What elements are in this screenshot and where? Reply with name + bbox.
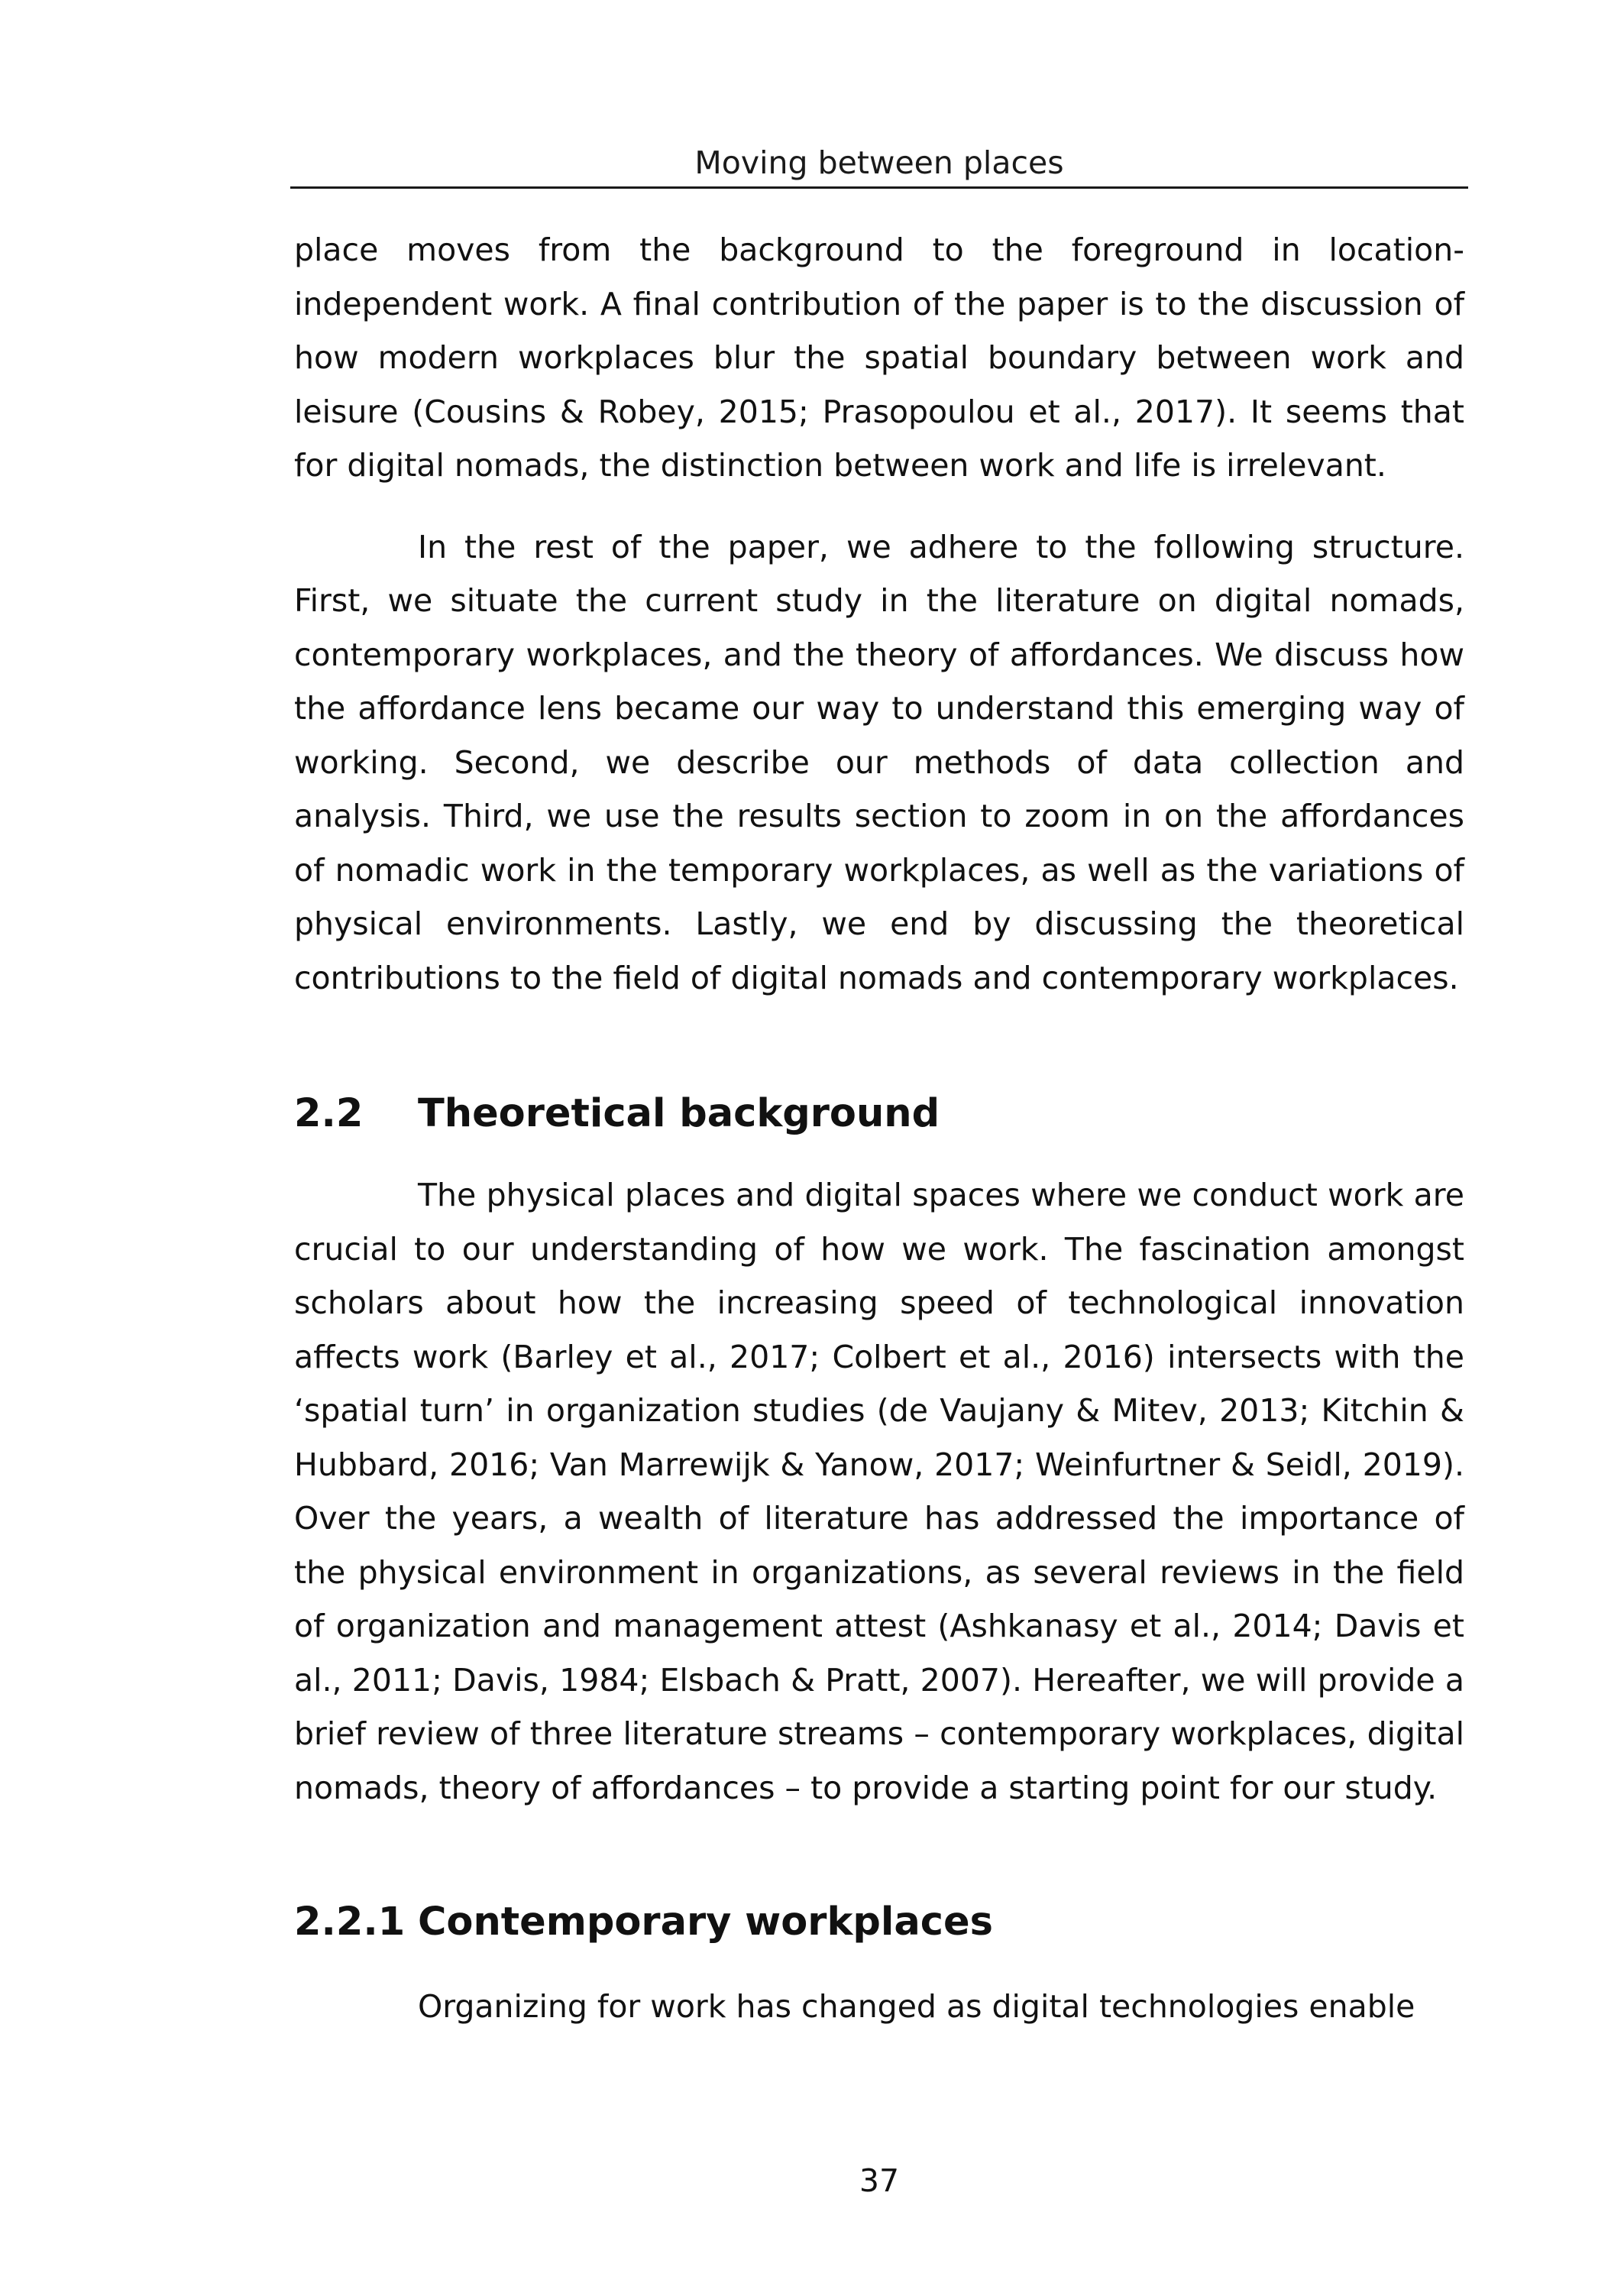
- paragraph-theoretical-background: The physical places and digital spaces where we conduct work are crucial to our understanding of how we work. The fascination amongst scholars about how the increasing speed of technological innovation affects work (Barley et al., 2017; Colbert et al., 2016) intersects with the ‘spatial turn’ in organization studies (de Vaujany & Mitev, 2013; Kitchin & Hubbard, 2016; Van Marrewijk & Yanow, 2017; Weinfurtner & Seidl, 2019). Over the years, a wealth of literature has addressed the importance of the physical environment in organizations, as several reviews in the field of organization and management attest (Ashkanasy et al., 2014; Davis et al., 2011; Davis, 1984; Elsbach & Pratt, 2007). Hereafter, we will provide a brief review of three literature streams – contemporary workplaces, digital nomads, theory of affordances – to provide a starting point for our study.: [294, 1177, 1464, 1806]
- paragraph-contemporary-workplaces: Organizing for work has changed as digital technologies enable: [418, 1988, 1415, 2025]
- page-content: [294, 223, 1464, 2034]
- running-header: Moving between places: [694, 144, 1064, 181]
- header-rule: [290, 186, 1468, 189]
- subsection-title: Contemporary workplaces: [418, 1899, 993, 1945]
- subsection-heading-contemporary-workplaces: [294, 1896, 1464, 1949]
- section-heading-theoretical-background: [294, 1087, 1464, 1141]
- paragraph-spacer: [294, 493, 1464, 520]
- section-title: Theoretical background: [418, 1091, 940, 1136]
- section-number: 2.2: [294, 1091, 364, 1136]
- subsection-number: 2.2.1: [294, 1899, 406, 1945]
- page-number: 37: [859, 2162, 900, 2199]
- paragraph-continuation: place moves from the background to the foreground in location-independent work. A final contribution of the paper is to the discussion of how modern workplaces blur the spatial boundary between work and leisure (Cousins & Robey, 2015; Prasopoulou et al., 2017). It seems that for digital nomads, the distinction between work and life is irrelevant.: [294, 232, 1464, 484]
- paragraph-structure-overview: In the rest of the paper, we adhere to the following structure. First, we situate the current study in the literature on digital nomads, contemporary workplaces, and the theory of affordances. We discuss how the affordance lens became our way to understand this emerging way of working. Second, we describe our methods of data collection and analysis. Third, we use the results section to zoom in on the affordances of nomadic work in the temporary workplaces, as well as the variations of physical environments. Lastly, we end by discussing the theoretical contributions to the field of digital nomads and contemporary workplaces.: [294, 528, 1464, 996]
